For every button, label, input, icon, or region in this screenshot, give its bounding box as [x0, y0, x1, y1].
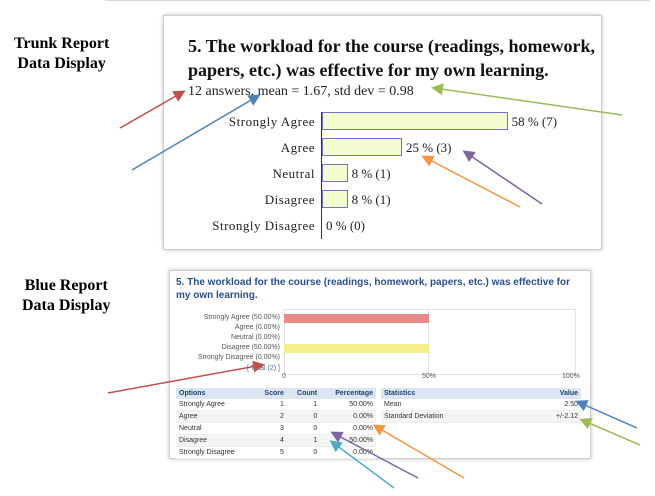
- table-cell: Mean: [381, 399, 521, 411]
- table-cell: 2: [254, 411, 286, 423]
- trunk-bar-value: 8 % (1): [351, 192, 391, 207]
- table-header: Statistics: [381, 388, 521, 399]
- blue-chart-label: Disagree (50.00%): [221, 344, 280, 351]
- arrow-blue-trunk: [132, 96, 258, 170]
- blue-question: 5. The workload for the course (readings, homework, papers, etc.) was effective for my own learning.: [176, 277, 570, 301]
- table-header: Percentage: [320, 388, 376, 399]
- table-cell: 0.00%: [320, 423, 376, 435]
- table-cell: Strongly Disagree: [176, 447, 254, 459]
- table-cell: 0.00%: [320, 447, 376, 459]
- table-header: Score: [254, 388, 286, 399]
- table-cell: Agree: [176, 411, 254, 423]
- blue-chart-label: Agree (0.00%): [234, 324, 280, 331]
- table-cell: 1: [287, 435, 320, 447]
- arrow-red-blue: [108, 365, 262, 393]
- table-cell: 1: [254, 399, 286, 411]
- table-cell: +/-2.12: [521, 411, 581, 423]
- trunk-question: 5. The workload for the course (readings, homework, papers, etc.) was effective for my own learning.: [188, 36, 595, 80]
- trunk-bar-value: 25 % (3): [406, 140, 452, 155]
- blue-label-line1: Blue Report: [24, 277, 108, 294]
- arrow-orange-blue: [375, 426, 464, 478]
- table-cell: Disagree: [176, 435, 254, 447]
- table-cell: 5: [254, 447, 286, 459]
- blue-label-line2: Data Display: [22, 297, 111, 314]
- table-cell: 3: [254, 423, 286, 435]
- trunk-bar-value: 8 % (1): [351, 166, 391, 181]
- table-cell: Strongly Agree: [176, 399, 254, 411]
- arrow-orange-trunk: [424, 157, 520, 207]
- table-cell: 0: [287, 423, 320, 435]
- table-cell: 4: [254, 435, 286, 447]
- trunk-row-label: Strongly Agree: [228, 114, 315, 129]
- tick-100: 100%: [562, 373, 580, 380]
- arrow-purple-blue: [333, 433, 418, 478]
- trunk-row-label: Disagree: [264, 192, 315, 207]
- trunk-bar-value: 58 % (7): [511, 114, 558, 129]
- arrow-green-trunk: [434, 88, 622, 115]
- total-label: [ Total (2) ]: [247, 365, 280, 372]
- table-cell: 0: [287, 447, 320, 459]
- trunk-row-label: Strongly Disagree: [212, 218, 315, 233]
- table-cell: 1: [287, 399, 320, 411]
- table-cell: Neutral: [176, 423, 254, 435]
- blue-chart-label: Strongly Agree (50.00%): [203, 314, 280, 321]
- blue-chart-label: Neutral (0.00%): [230, 334, 280, 341]
- table-cell: 0.00%: [320, 411, 376, 423]
- arrow-red-trunk: [120, 92, 183, 128]
- trunk-label-line2: Data Display: [17, 55, 106, 72]
- table-cell: 50.00%: [320, 435, 376, 447]
- table-cell: Standard Deviation: [381, 411, 521, 423]
- arrow-green-blue: [582, 420, 640, 445]
- trunk-row-label: Neutral: [272, 166, 315, 181]
- table-header: Count: [287, 388, 320, 399]
- blue-chart-label: Strongly Disagree (0.00%): [197, 354, 280, 361]
- table-header: Options: [176, 388, 254, 399]
- table-cell: 2.50: [521, 399, 581, 411]
- table-cell: 50.00%: [320, 399, 376, 411]
- tick-50: 50%: [422, 373, 437, 380]
- table-header: Value: [521, 388, 581, 399]
- trunk-label-line1: Trunk Report: [14, 35, 110, 52]
- tick-0: 0: [282, 373, 286, 380]
- trunk-stats: 12 answers, mean = 1.67, std dev = 0.98: [188, 84, 414, 99]
- arrow-blue-blue: [578, 402, 637, 428]
- table-cell: 0: [287, 411, 320, 423]
- trunk-row-label: Agree: [280, 140, 315, 155]
- trunk-bar-value: 0 % (0): [326, 218, 365, 233]
- arrow-purple-trunk: [465, 152, 542, 204]
